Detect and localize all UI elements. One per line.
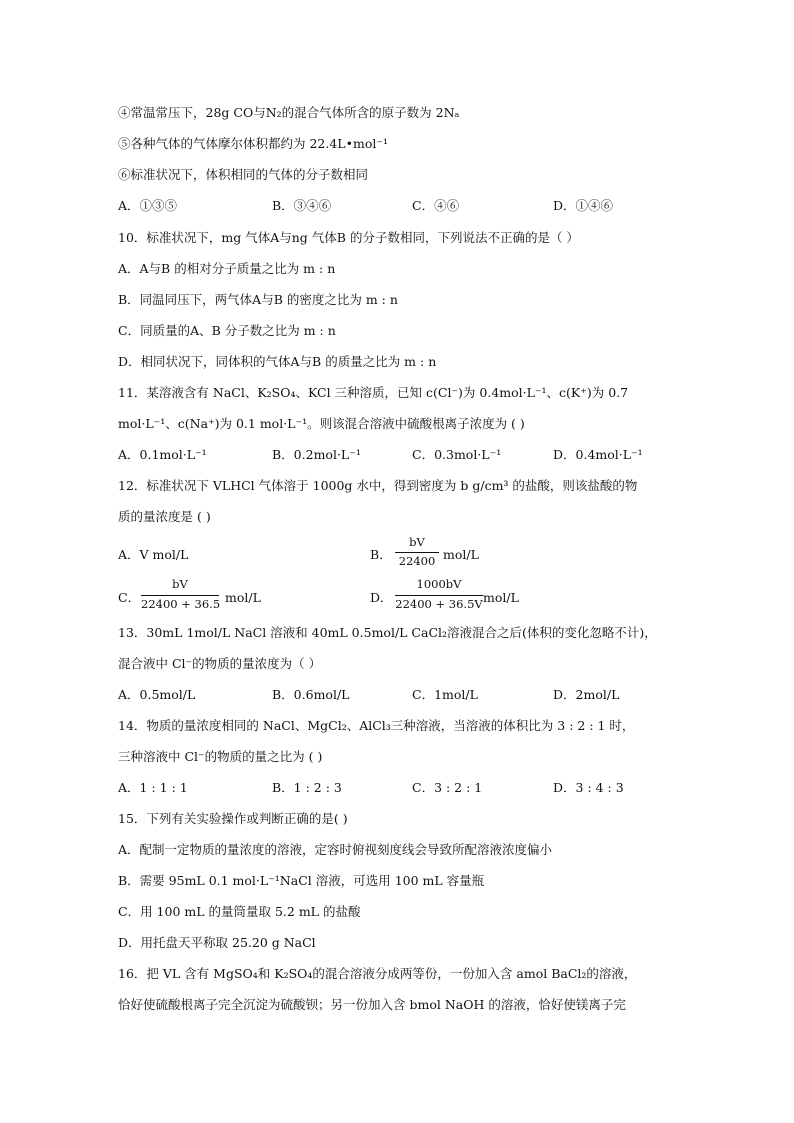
q12-option-c-label: C． [118,590,141,605]
q9-option-a: A．①③⑤ [118,198,178,213]
q14-option-c: C．3 : 2 : 1 [412,780,483,795]
q9-option-c: C．④⑥ [412,198,460,213]
q12-option-b-denominator: 22400 [398,554,436,568]
q14-option-a: A．1 : 1 : 1 [118,780,188,795]
q13-option-c: C．1mol/L [412,687,478,702]
q12-option-c-denominator: 22400 + 36.5 [141,597,221,611]
q15-option-b: B．需要 95mL 0.1 mol·L⁻¹NaCl 溶液，可选用 100 mL 容量瓶 [118,873,485,888]
question-10-stem: 10．标准状况下，mg 气体A与ng 气体B 的分子数相同，下列说法不正确的是（ ） [118,230,579,245]
q12-option-c-numerator: bV [172,577,188,591]
q13-option-b: B．0.6mol/L [272,687,350,702]
q11-option-b: B．0.2mol·L⁻¹ [272,447,361,462]
q11-option-c: C．0.3mol·L⁻¹ [412,447,502,462]
q9-option-b: B．③④⑥ [272,198,332,213]
q10-option-b: B．同温同压下，两气体A与B 的密度之比为 m : n [118,292,398,307]
q11-option-a: A．0.1mol·L⁻¹ [118,447,207,462]
question-14-stem-line-2: 三种溶液中 Cl⁻的物质的量之比为 ( ) [118,749,323,764]
q12-option-d-label: D． [370,590,393,605]
q13-option-a: A．0.5mol/L [118,687,196,702]
q12-option-d-numerator: 1000bV [416,577,462,591]
q12-option-b-fraction-bar [395,552,439,553]
q15-option-a: A．配制一定物质的量浓度的溶液，定容时俯视刻度线会导致所配溶液浓度偏小 [118,842,553,857]
q12-option-c-unit: mol/L [225,590,261,605]
question-11-stem-line-2: mol·L⁻¹、c(Na⁺)为 0.1 mol·L⁻¹。则该混合溶液中硫酸根离子浓度为 ( ) [118,416,525,431]
q12-option-d-unit: mol/L [483,590,519,605]
question-11-stem-line-1: 11．某溶液含有 NaCl、K₂SO₄、KCl 三种溶质，已知 c(Cl⁻)为 0.4mol·L⁻¹、c(K⁺)为 0.7 [118,385,629,400]
q9-option-d: D．①④⑥ [553,198,614,213]
q12-option-b-numerator: bV [409,535,425,549]
statement-6: ⑥标准状况下，体积相同的气体的分子数相同 [118,167,369,182]
q13-option-d: D．2mol/L [553,687,620,702]
statement-4: ④常温常压下，28g CO与N₂的混合气体所含的原子数为 2Nₐ [118,105,460,120]
question-16-stem-line-1: 16．把 VL 含有 MgSO₄和 K₂SO₄的混合溶液分成两等份，一份加入含 amol BaCl₂的溶液， [118,966,637,981]
q12-option-d-fraction-bar [395,595,483,596]
q15-option-c: C．用 100 mL 的量筒量取 5.2 mL 的盐酸 [118,904,361,919]
q12-option-d-denominator: 22400 + 36.5V [395,597,483,611]
q10-option-c: C．同质量的A、B 分子数之比为 m : n [118,323,336,338]
question-12-stem-line-2: 质的量浓度是 ( ) [118,509,211,524]
question-14-stem-line-1: 14．物质的量浓度相同的 NaCl、MgCl₂、AlCl₃三种溶液，当溶液的体积比为 3 : 2 : 1 时， [118,718,635,733]
question-16-stem-line-2: 恰好使硫酸根离子完全沉淀为硫酸钡；另一份加入含 bmol NaOH 的溶液，恰好使镁离子完 [118,997,626,1012]
q10-option-a: A．A与B 的相对分子质量之比为 m : n [118,261,336,276]
q12-option-a: A．V mol/L [118,547,189,562]
question-12-stem-line-1: 12．标准状况下 VLHCl 气体溶于 1000g 水中，得到密度为 b g/cm³ 的盐酸，则该盐酸的物 [118,478,638,493]
q14-option-d: D．3 : 4 : 3 [553,780,624,795]
q12-option-c-fraction-bar [141,595,219,596]
question-13-stem-line-2: 混合液中 Cl⁻的物质的量浓度为（ ） [118,656,322,671]
q12-option-b-label: B． [370,547,392,562]
question-15-stem: 15．下列有关实验操作或判断正确的是( ) [118,811,348,826]
q10-option-d: D．相同状况下，同体积的气体A与B 的质量之比为 m : n [118,354,437,369]
q11-option-d: D．0.4mol·L⁻¹ [553,447,643,462]
q12-option-b-unit: mol/L [443,547,479,562]
q14-option-b: B．1 : 2 : 3 [272,780,342,795]
q15-option-d: D．用托盘天平称取 25.20 g NaCl [118,935,316,950]
question-13-stem-line-1: 13．30mL 1mol/L NaCl 溶液和 40mL 0.5mol/L CaCl₂溶液混合之后(体积的变化忽略不计)， [118,625,657,640]
statement-5: ⑤各种气体的气体摩尔体积都约为 22.4L•mol⁻¹ [118,136,388,151]
